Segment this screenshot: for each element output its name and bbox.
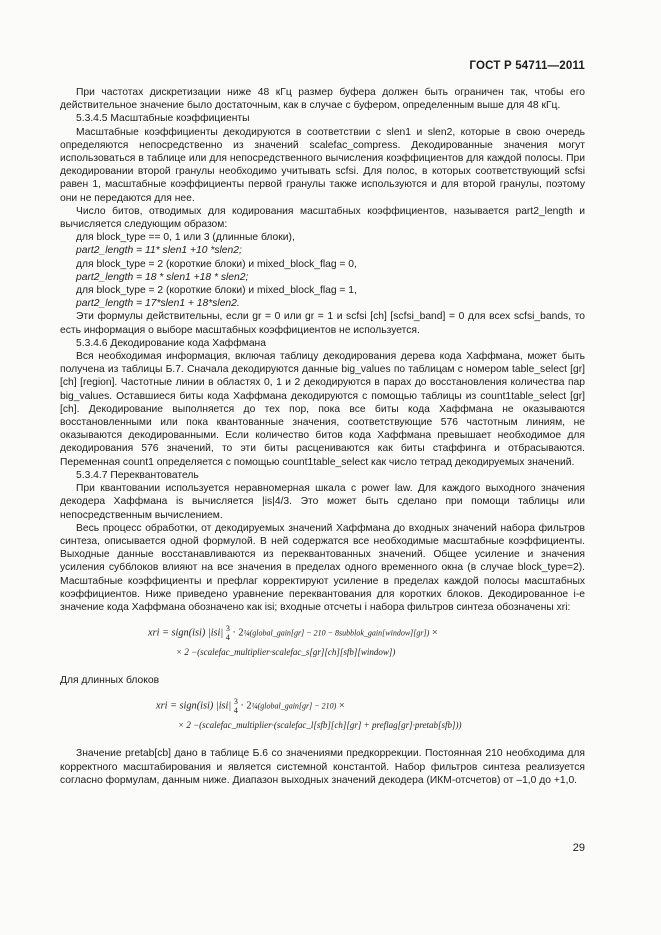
paragraph-scalefactors: Масштабные коэффициенты декодируются в соответствии с slen1 и slen2, которые в свою очередь определяются непосредственно из значений scalefac_compress. Декодированные значения могут использоваться в таблице или для непосредственного вычисления коэффициентов для каждой полосы. При декодировании второй гранулы необходимо учитывать scfsi. Для полос, в которых соответствующий scfsi равен 1, масштабные коэффициенты первой гранулы также используются и для второй гранулы, поэтому они не передаются для нее. xyxy=(60,126,585,204)
paragraph-part2-length: Число битов, отводимых для кодирования масштабных коэффициентов, называется part2_length и вычисляется следующим образом: xyxy=(60,205,585,231)
formula-long-lhs: xri = sign(isi) |isi| xyxy=(156,700,232,712)
formula-line-3: для block_type = 2 (короткие блоки) и mixed_block_flag = 0, xyxy=(76,258,357,270)
formula-short-lhs: xri = sign(isi) |isi| xyxy=(148,627,224,639)
paragraph-buffer: При частотах дискретизации ниже 48 кГц размер буфера должен быть ограничен так, чтобы его действительное значение было достаточным, как в случае с буфером, определенным выше для 48 кГц. xyxy=(60,87,585,112)
formula-short-exponent: ¼(global_gain[gr] − 210 − 8subblok_gain[window][gr]) xyxy=(243,628,430,638)
paragraph-huffman: Вся необходимая информация, включая таблицу декодирования дерева кода Хаффмана, может быть получена из таблицы Б.7. Сначала декодируются данные big_values по таблицам с номером table_select [gr] [ch] [region]. Частотные линии в областях 0, 1 и 2 декодируются в парах до восстановления количества пар big_values. Оставшиеся биты кода Хаффмана декодируются с помощью таблицы из count1table_select [gr] [ch]. Декодирование выполняется до тех пор, пока все биты кода Хаффмана не оказываются восстановленными или пока квантованные значения, соответствующие 576 частотным линиям, не оказываются декодированными. Если количество битов кода Хаффмана превышает необходимое для декодирования 576 значений, то эти биты расцениваются как биты стаффинга и отбрасываются. Переменная count1 определяется с помощью count1table_select как число тетрад декодируемых значений. xyxy=(60,351,585,468)
frac-3-4-long: 3 4 xyxy=(233,697,238,716)
formula-short-blocks: xri = sign(isi) |isi| 3 4 · 2¼(global_gain[gr] − 210 − 8subblok_gain[window][gr]) × × 2 −(scalefac_multiplier·scalefac_s[gr][ch][sfb][window]) xyxy=(148,624,438,658)
paragraph-formulas-valid: Эти формулы действительны, если gr = 0 или gr = 1 и scfsi [ch] [scfsi_band] = 0 для всех scfsi_bands, то есть информация о выборе масштабных коэффициентов не используется. xyxy=(60,311,585,336)
paragraph-process: Весь процесс обработки, от декодируемых значений Хаффмана до входных значений набора фильтров синтеза, описывается одной формулой. В ней содержатся все необходимые масштабные коэффициенты. Выходные данные восстанавливаются из переквантованных значений. Общее усиление и значения усиления субблоков влияют на все значения в пределах одного временного окна (в случае block_type=2). Масштабные коэффициенты и префлаг корректируют усиление в пределах каждой полосы масштабных коэффициентов. Ниже приведено уравнение переквантования для коротких блоков. Декодированное i-е значение кода Хаффмана обозначено как isi; входные отсчеты i набора фильтров синтеза обозначены xri: xyxy=(60,522,585,613)
document-body xyxy=(60,86,585,787)
section-heading-huffman: 5.3.4.6 Декодирование кода Хаффмана xyxy=(76,337,266,349)
formula-line-6: part2_length = 17*slen1 + 18*slen2. xyxy=(76,298,240,310)
frac-3-4: 3 4 xyxy=(225,624,230,643)
section-heading-scalefactors: 5.3.4.5 Масштабные коэффициенты xyxy=(76,113,250,125)
formula-long-row2: × 2 −(scalefac_multiplier·(scalefac_l[sfb][ch][gr] + preflag[gr]·pretab[sfb])) xyxy=(178,720,462,731)
paragraph-pretab: Значение pretab[cb] дано в таблице Б.6 со значениями предкоррекции. Постоянная 210 необходима для корректного масштабирования и является системной константой. Набор фильтров синтеза реализуется согласно формулам, данным ниже. Диапазон выходных значений декодера (ИКМ-отсчетов) от –1,0 до +1,0. xyxy=(60,748,585,786)
section-heading-requantizer: 5.3.4.7 Переквантователь xyxy=(76,469,199,481)
formula-line-4: part2_length = 18 * slen1 +18 * slen2; xyxy=(76,271,249,283)
formula-line-1: для block_type == 0, 1 или 3 (длинные блоки), xyxy=(76,232,295,244)
formula-long-exponent: ¼(global_gain[gr] − 210) xyxy=(251,701,337,711)
paragraph-power-law: При квантовании используется неравномерная шкала с power law. Для каждого выходного значения декодера Хаффмана is вычисляется |is|4/3. Это может быть сделано при помощи таблицы или непосредственным вычислением. xyxy=(60,483,585,521)
page-number: 29 xyxy=(572,841,585,854)
standard-header: ГОСТ Р 54711—2011 xyxy=(469,60,585,72)
formula-line-2: part2_length = 11* slen1 +10 *slen2; xyxy=(76,245,242,257)
label-long-blocks: Для длинных блоков xyxy=(60,675,160,687)
formula-long-blocks: xri = sign(isi) |isi| 3 4 · 2¼(global_gain[gr] − 210) × × 2 −(scalefac_multiplier·(scalefac_l[sfb][ch][gr] + preflag[gr]·pretab[sfb])) xyxy=(156,697,462,731)
formula-short-row2: × 2 −(scalefac_multiplier·scalefac_s[gr][ch][sfb][window]) xyxy=(176,647,396,658)
formula-line-5: для block_type = 2 (короткие блоки) и mixed_block_flag = 1, xyxy=(76,285,357,297)
